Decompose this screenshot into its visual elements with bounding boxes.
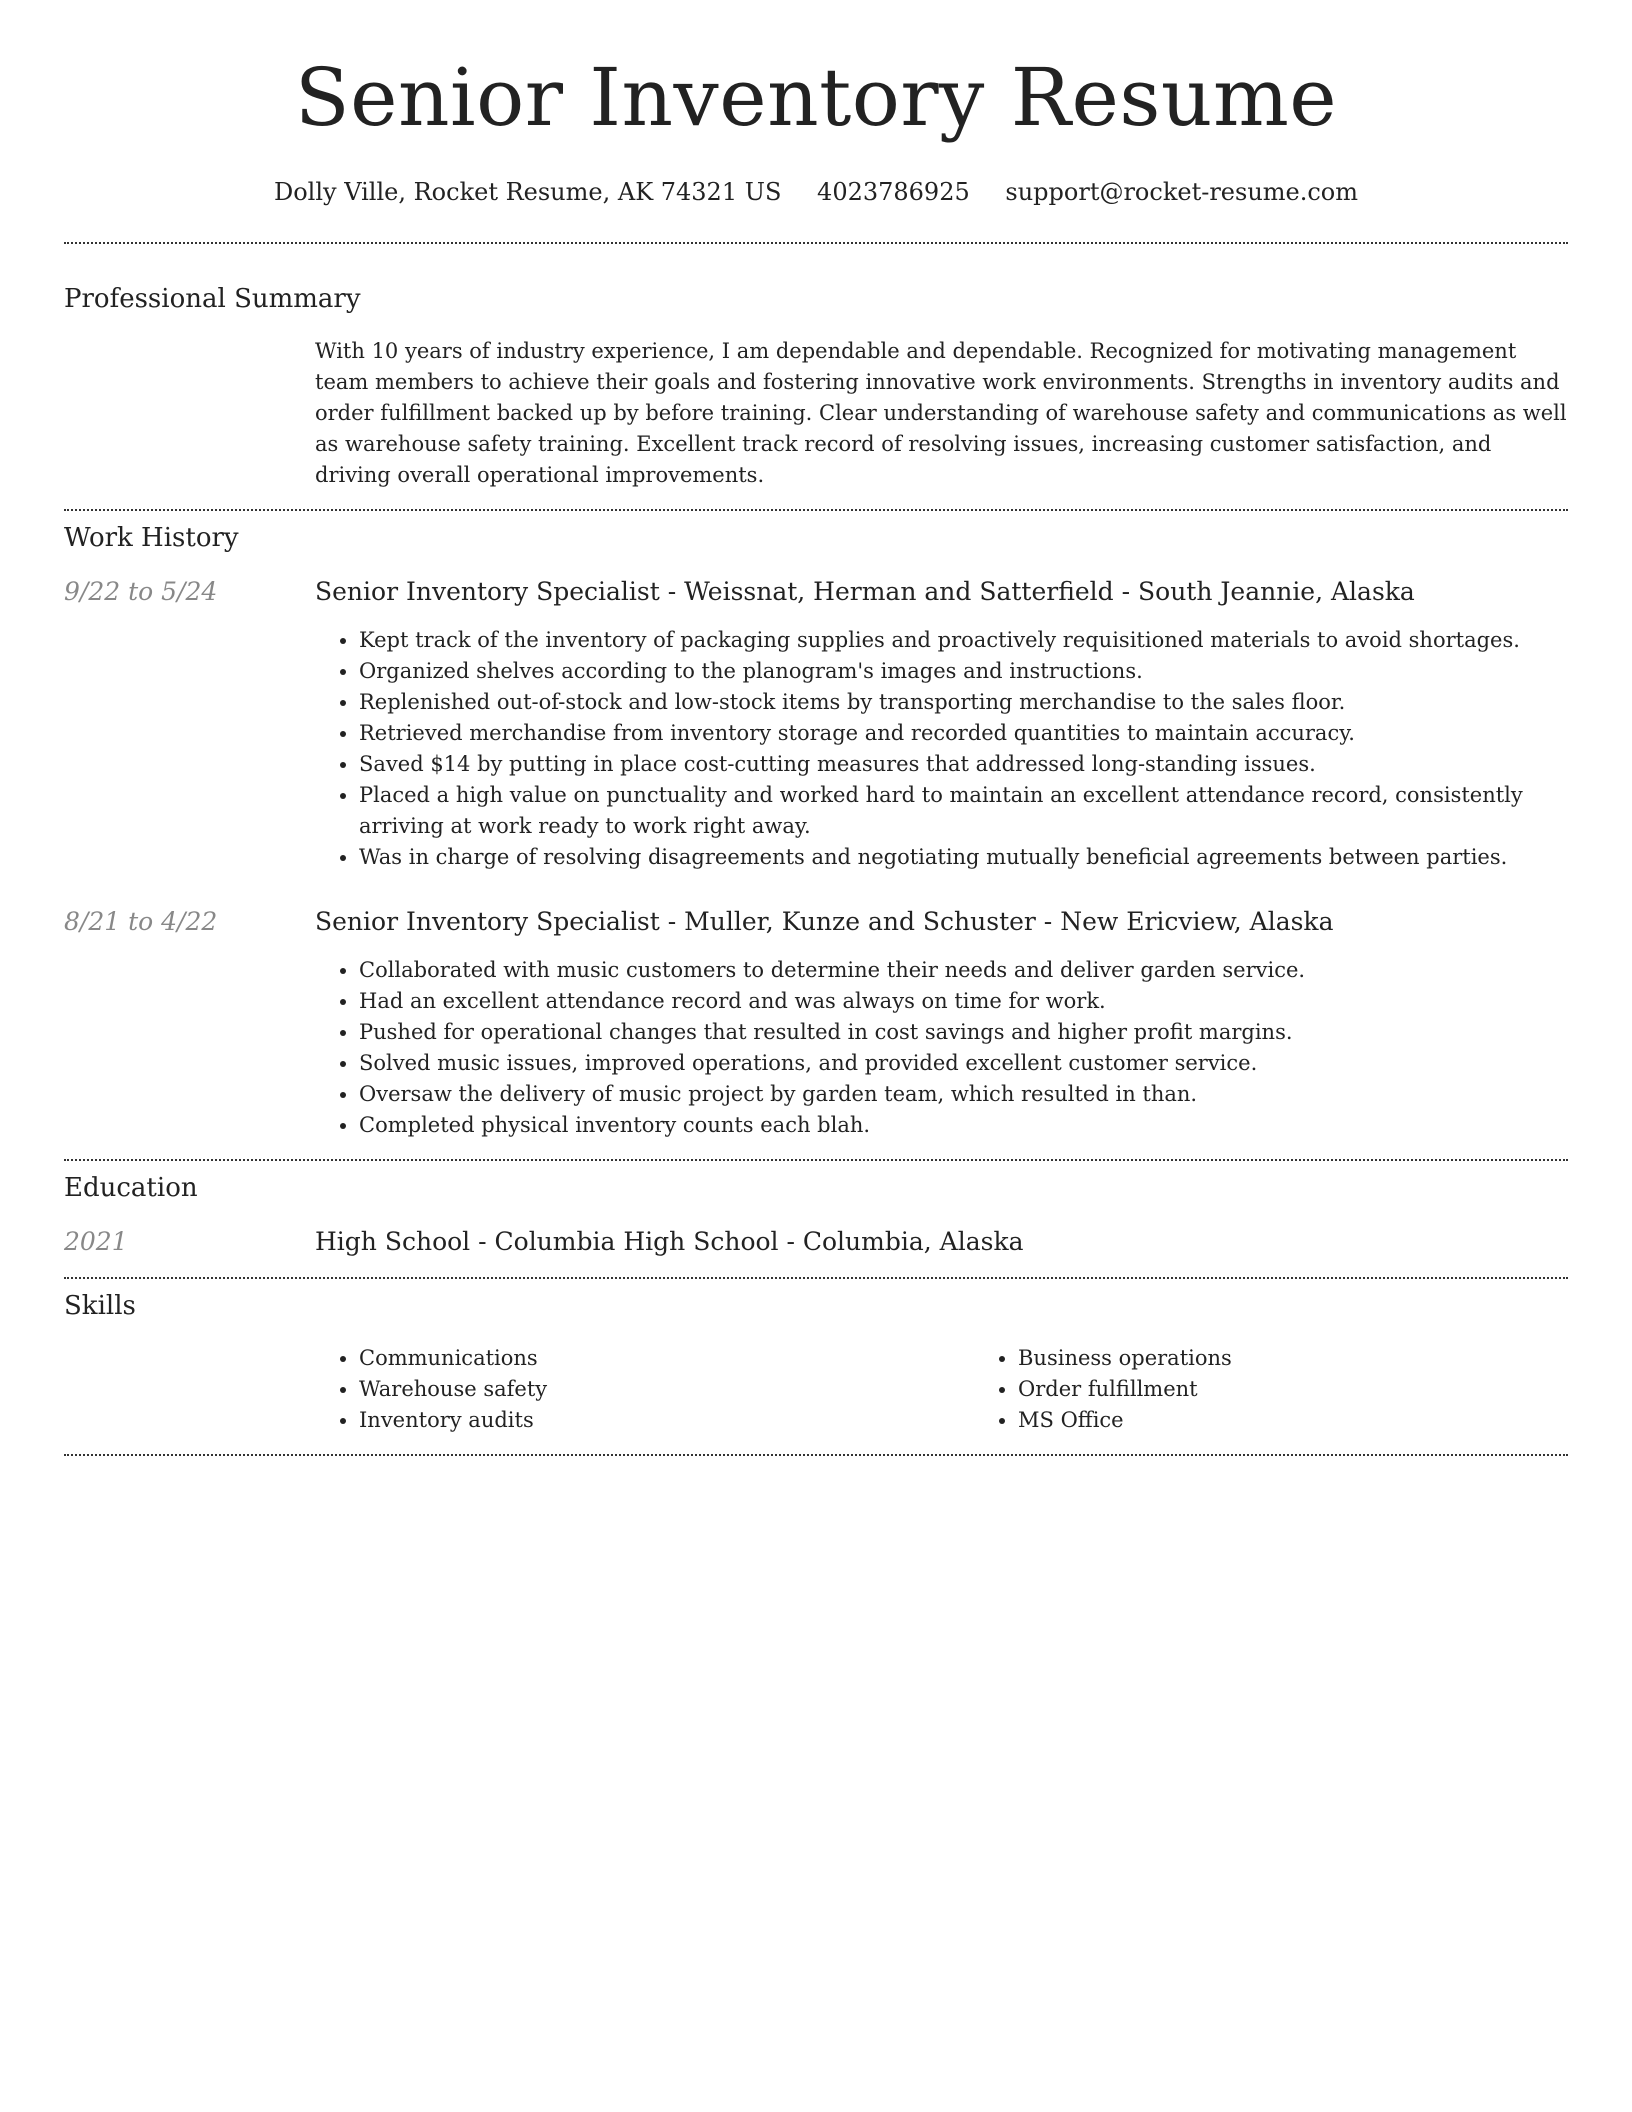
- job-heading: [315, 907, 1568, 937]
- job-bullet: • Kept track of the inventory of packaging supplies and proactively requisitioned materials to avoid shortages.: [359, 625, 1568, 656]
- education-year: 2021: [64, 1226, 128, 1256]
- section-title-skills: Skills: [64, 1290, 136, 1321]
- education-degree: High School: [315, 1226, 471, 1256]
- skills-column: [315, 1343, 974, 1436]
- skill-item: • Order fulfillment: [1018, 1374, 1632, 1405]
- divider: [64, 1159, 1568, 1161]
- divider: [64, 242, 1568, 244]
- job-bullet: • Collaborated with music customers to determine their needs and deliver garden service.: [359, 955, 1568, 986]
- job-bullets: [315, 625, 1568, 873]
- job-bullet: • Replenished out-of-stock and low-stock items by transporting merchandise to the sales floor.: [359, 687, 1568, 718]
- contact-email: support@rocket-resume.com: [1005, 178, 1359, 206]
- section-title-work: Work History: [64, 522, 239, 553]
- job-details: - Muller, Kunze and Schuster - New Ericview, Alaska: [659, 906, 1334, 936]
- job-bullet: • Had an excellent attendance record and was always on time for work.: [359, 986, 1568, 1017]
- job-body: [315, 907, 1568, 1141]
- skill-item: • MS Office: [1018, 1405, 1632, 1436]
- job-role: Senior Inventory Specialist: [315, 906, 660, 936]
- skill-item: • Warehouse safety: [359, 1374, 974, 1405]
- skill-item: • Communications: [359, 1343, 974, 1374]
- job-bullet: • Placed a high value on punctuality and worked hard to maintain an excellent attendance record, consistently arriving at work ready to work right away.: [359, 780, 1568, 842]
- job-bullet: • Retrieved merchandise from inventory storage and recorded quantities to maintain accuracy.: [359, 718, 1568, 749]
- job-dates: 8/21 to 4/22: [64, 906, 218, 936]
- resume-title: Senior Inventory Resume: [294, 51, 1338, 144]
- contact-address: Dolly Ville, Rocket Resume, AK 74321 US: [273, 178, 782, 206]
- resume-page: [64, 0, 1568, 1456]
- contact-phone: 4023786925: [817, 178, 970, 206]
- divider: [64, 1454, 1568, 1456]
- skills-row: [64, 1343, 1568, 1436]
- job-bullet: • Organized shelves according to the planogram's images and instructions.: [359, 656, 1568, 687]
- education-heading: [315, 1227, 1568, 1257]
- section-title-education: Education: [64, 1172, 198, 1203]
- divider: [64, 1277, 1568, 1279]
- skill-item: • Business operations: [1018, 1343, 1632, 1374]
- job-dates: 9/22 to 5/24: [64, 576, 218, 606]
- education-details: - Columbia High School - Columbia, Alaska: [470, 1226, 1024, 1256]
- job-bullet: • Pushed for operational changes that resulted in cost savings and higher profit margins.: [359, 1017, 1568, 1048]
- job-entry: [64, 907, 1568, 1141]
- job-bullets: [315, 955, 1568, 1141]
- summary-row: [64, 336, 1568, 491]
- job-bullet: • Was in charge of resolving disagreements and negotiating mutually beneficial agreements between parties.: [359, 842, 1568, 873]
- job-bullet: • Solved music issues, improved operations, and provided excellent customer service.: [359, 1048, 1568, 1079]
- contact-line: [64, 178, 1568, 207]
- job-role: Senior Inventory Specialist: [315, 576, 660, 606]
- job-bullet: • Oversaw the delivery of music project by garden team, which resulted in than.: [359, 1079, 1568, 1110]
- divider: [64, 509, 1568, 511]
- job-entry: [64, 577, 1568, 873]
- job-bullet: • Saved $14 by putting in place cost-cutting measures that addressed long-standing issues.: [359, 749, 1568, 780]
- skills-grid: [315, 1343, 1632, 1436]
- section-title-summary: Professional Summary: [64, 283, 361, 314]
- skill-item: • Inventory audits: [359, 1405, 974, 1436]
- job-bullet: • Completed physical inventory counts each blah.: [359, 1110, 1568, 1141]
- job-heading: [315, 577, 1568, 607]
- job-details: - Weissnat, Herman and Satterfield - South Jeannie, Alaska: [659, 576, 1415, 606]
- job-body: [315, 577, 1568, 873]
- summary-text: With 10 years of industry experience, I am dependable and dependable. Recognized for motivating management team members to achieve their goals and fostering innovative work environments. Strengths in inventory audits and order fulfillment backed up by before training. Clear understanding of warehouse safety and communications as well as warehouse safety training. Excellent track record of resolving issues, increasing customer satisfaction, and driving overall operational improvements.: [315, 338, 1567, 487]
- education-entry: [64, 1227, 1568, 1257]
- skills-column: [974, 1343, 1632, 1436]
- education-body: [315, 1227, 1568, 1257]
